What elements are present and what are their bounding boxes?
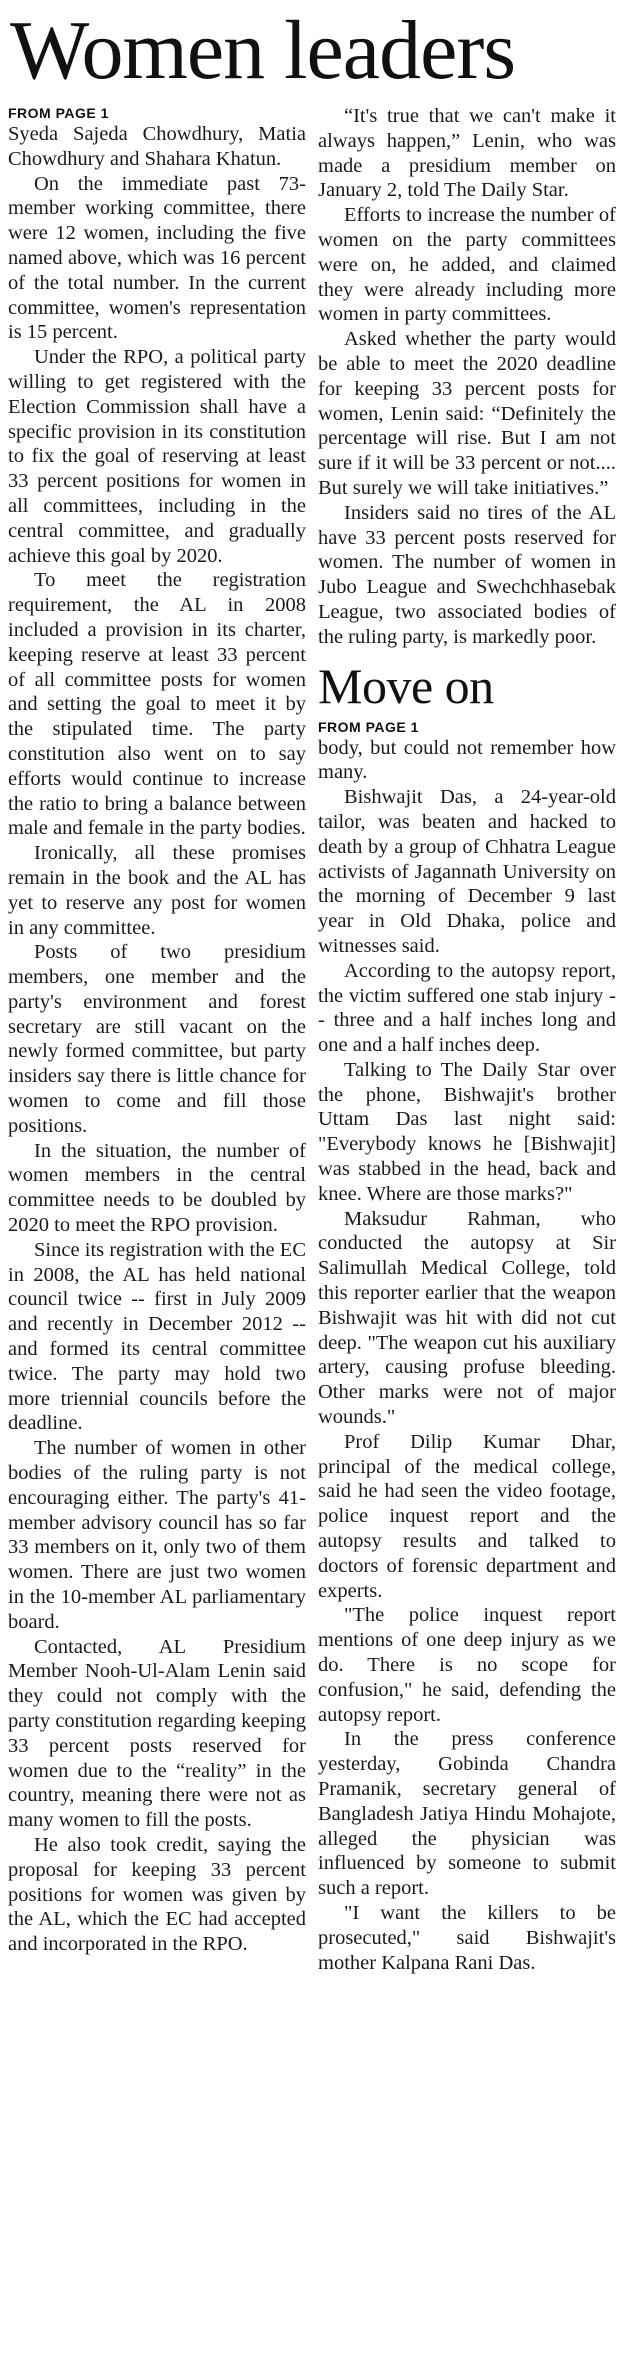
article2-paragraph: Prof Dilip Kumar Dhar, principal of the medical college, said he had seen the video footage, police inquest report and the autopsy results and talked to doctors of forensic department and experts. (318, 1430, 616, 1602)
article2-paragraph: According to the autopsy report, the victim suffered one stab injury -- three and a half inches long and one and a half inches deep. (318, 959, 616, 1057)
article2-heading: Move on (318, 657, 494, 714)
article1-paragraph: Posts of two presidium members, one member and the party's environment and forest secretary are still vacant on the newly formed committee, but party insiders say there is little chance for women to come and fill those positions. (8, 941, 306, 1137)
article1-paragraph: Insiders said no tires of the AL have 33 percent posts reserved for women. The number of women in Jubo League and Swechchhasebak League, two associated bodies of the ruling party, is markedly poor. (318, 501, 616, 648)
article1-paragraph: Under the RPO, a political party willing to get registered with the Election Commission shall have a specific provision in its constitution to fix the goal of reserving at least 33 percent positions for women in all committees, including in the central committee, and gradually achieve this goal by 2020. (8, 346, 306, 567)
article1-paragraph: The number of women in other bodies of the ruling party is not encouraging either. The party's 41-member advisory council has so far 33 members on it, only two of them women. There are just two women in the 10-member AL parliamentary board. (8, 1437, 306, 1633)
article1-paragraph: He also took credit, saying the proposal for keeping 33 percent positions for women was given by the AL, which the EC had accepted and incorporated in the RPO. (8, 1833, 306, 1956)
article2-kicker: FROM PAGE 1 (318, 718, 419, 735)
article1-paragraph: Contacted, AL Presidium Member Nooh-Ul-Alam Lenin said they could not comply with the party constitution regarding keeping 33 percent posts reserved for women due to the “reality” in the country, meaning there were not as many women to fill the posts. (8, 1635, 306, 1832)
article1-paragraph: “It's true that we can't make it always happen,” Lenin, who was made a presidium member on January 2, told The Daily Star. (318, 105, 616, 202)
article2-paragraph: In the press conference yesterday, Gobinda Chandra Pramanik, secretary general of Bangladesh Jatiya Hindu Mohajote, alleged the physician was influenced by someone to submit such a report. (318, 1728, 616, 1900)
article2-paragraph: body, but could not remember how many. (318, 736, 616, 784)
article1-paragraph: Efforts to increase the number of women on the party committees were on, he added, and claimed they were already including more women in party committees. (318, 204, 616, 326)
article1-paragraph: Ironically, all these promises remain in the book and the AL has yet to reserve any post for women in any committee. (8, 842, 306, 939)
article2-paragraph: Maksudur Rahman, who conducted the autopsy at Sir Salimullah Medical College, told this reporter earlier that the weapon Bishwajit was hit with did not cut deep. "The weapon cut his auxiliary artery, causing profuse bleeding. Other marks were not of major wounds." (318, 1207, 616, 1429)
article1-paragraph: Since its registration with the EC in 2008, the AL has held national council twice -- first in July 2009 and recently in December 2012 -- and formed its central committee twice. The party may hold two more triennial councils before the deadline. (8, 1238, 306, 1435)
article2-paragraph: "The police inquest report mentions of one deep injury as we do. There is no scope for confusion," he said, defending the autopsy report. (318, 1604, 616, 1726)
headline: Women leaders (10, 4, 516, 97)
article1-paragraph: Syeda Sajeda Chowdhury, Matia Chowdhury and Shahara Khatun. (8, 123, 306, 170)
column-right (318, 104, 616, 2366)
article2-paragraph: "I want the killers to be prosecuted," said Bishwajit's mother Kalpana Rani Das. (318, 1901, 616, 1974)
article2-paragraph: Bishwajit Das, a 24-year-old tailor, was beaten and hacked to death by a group of Chhatra League activists of Jagannath University on the morning of December 9 last year in Old Dhaka, police and witnesses said. (318, 786, 616, 957)
article1-paragraph: In the situation, the number of women members in the central committee needs to be doubled by 2020 to meet the RPO provision. (8, 1139, 306, 1237)
article1-paragraph: Asked whether the party would be able to meet the 2020 deadline for keeping 33 percent posts for women, Lenin said: “Definitely the percentage will rise. But I am not sure if it will be 33 percent or not.... But surely we will take initiatives.” (318, 328, 616, 499)
article1-paragraph: On the immediate past 73-member working committee, there were 12 women, including the five named above, which was 16 percent of the total number. In the current committee, women's representation is 15 percent. (8, 172, 306, 344)
article1-kicker: FROM PAGE 1 (8, 105, 109, 121)
article2-paragraph: Talking to The Daily Star over the phone, Bishwajit's brother Uttam Das last night said: "Everybody knows he [Bishwajit] was stabbed in the head, back and knee. Where are those marks?" (318, 1058, 616, 1205)
article1-paragraph: To meet the registration requirement, the AL in 2008 included a provision in its charter, keeping reserve at least 33 percent of all committee posts for women and setting the goal to meet it by the stipulated time. The party constitution also went on to say efforts would continue to increase the ratio to bring a balance between male and female in the party bodies. (8, 569, 306, 840)
column-left (8, 104, 306, 2366)
